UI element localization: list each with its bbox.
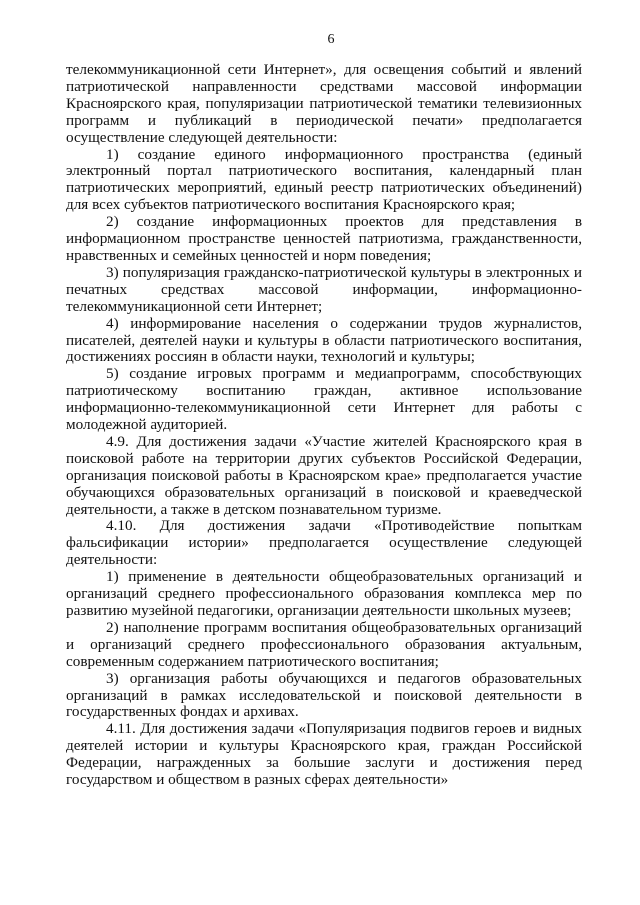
list-item: 1) создание единого информационного пространства (единый электронный портал патриотического воспитания, календарный план патриотических мероприятий, единый реестр патриотических объединений) для всех субъектов патриотического воспитания Красноярского края;	[66, 145, 582, 214]
section-paragraph-4-10: 4.10. Для достижения задачи «Противодействие попыткам фальсификации истории» предполагается осуществление следующей деятельности:	[66, 517, 582, 569]
list-item: 3) организация работы обучающихся и педагогов образовательных организаций в рамках исследовательской и поисковой деятельности в государственных фондах и архивах.	[66, 669, 582, 721]
list-item: 3) популяризация гражданско-патриотической культуры в электронных и печатных средствах массовой информации, информационно-телекоммуникационной сети Интернет;	[66, 263, 582, 315]
list-item: 4) информирование населения о содержании трудов журналистов, писателей, деятелей науки и культуры в области патриотического воспитания, достижениях россиян в области науки, технологий и культуры;	[66, 314, 582, 366]
list-item: 2) создание информационных проектов для представления в информационном пространстве ценностей патриотизма, гражданственности, нравственных и семейных ценностей и норм поведения;	[66, 213, 582, 264]
list-item: 2) наполнение программ воспитания общеобразовательных организаций и организаций среднего профессионального образования актуальным, современным содержанием патриотического воспитания;	[66, 618, 582, 670]
section-paragraph-4-11: 4.11. Для достижения задачи «Популяризация подвигов героев и видных деятелей истории и культуры Красноярского края, граждан Российской Федерации, награжденных за большие заслуги и достижения перед государством и обществом в разных сферах деятельности»	[66, 720, 582, 789]
page-number: 6	[327, 32, 335, 47]
section-paragraph-4-9: 4.9. Для достижения задачи «Участие жителей Красноярского края в поисковой работе на территории других субъектов Российской Федерации, организация поисковой работы в Красноярском крае» предполагается участие обучающихся образовательных организаций в поисковой и краеведческой деятельности, а также в детском познавательном туризме.	[66, 432, 582, 518]
list-item: 1) применение в деятельности общеобразовательных организаций и организаций среднего профессионального образования комплекса мер по развитию музейной педагогики, организации деятельности школьных музеев;	[66, 568, 582, 619]
paragraph-continuation: телекоммуникационной сети Интернет», для освещения событий и явлений патриотической направленности средствами массовой информации Красноярского края, популяризации патриотической тематики телевизионных программ и публикаций в периодической печати» предполагается осуществление следующей деятельности:	[66, 61, 582, 146]
list-item: 5) создание игровых программ и медиапрограмм, способствующих патриотическому воспитанию граждан, активное использование информационно-телекоммуникационной сети Интернет для работы с молодежной аудиторией.	[66, 365, 582, 434]
document-body	[66, 62, 582, 789]
